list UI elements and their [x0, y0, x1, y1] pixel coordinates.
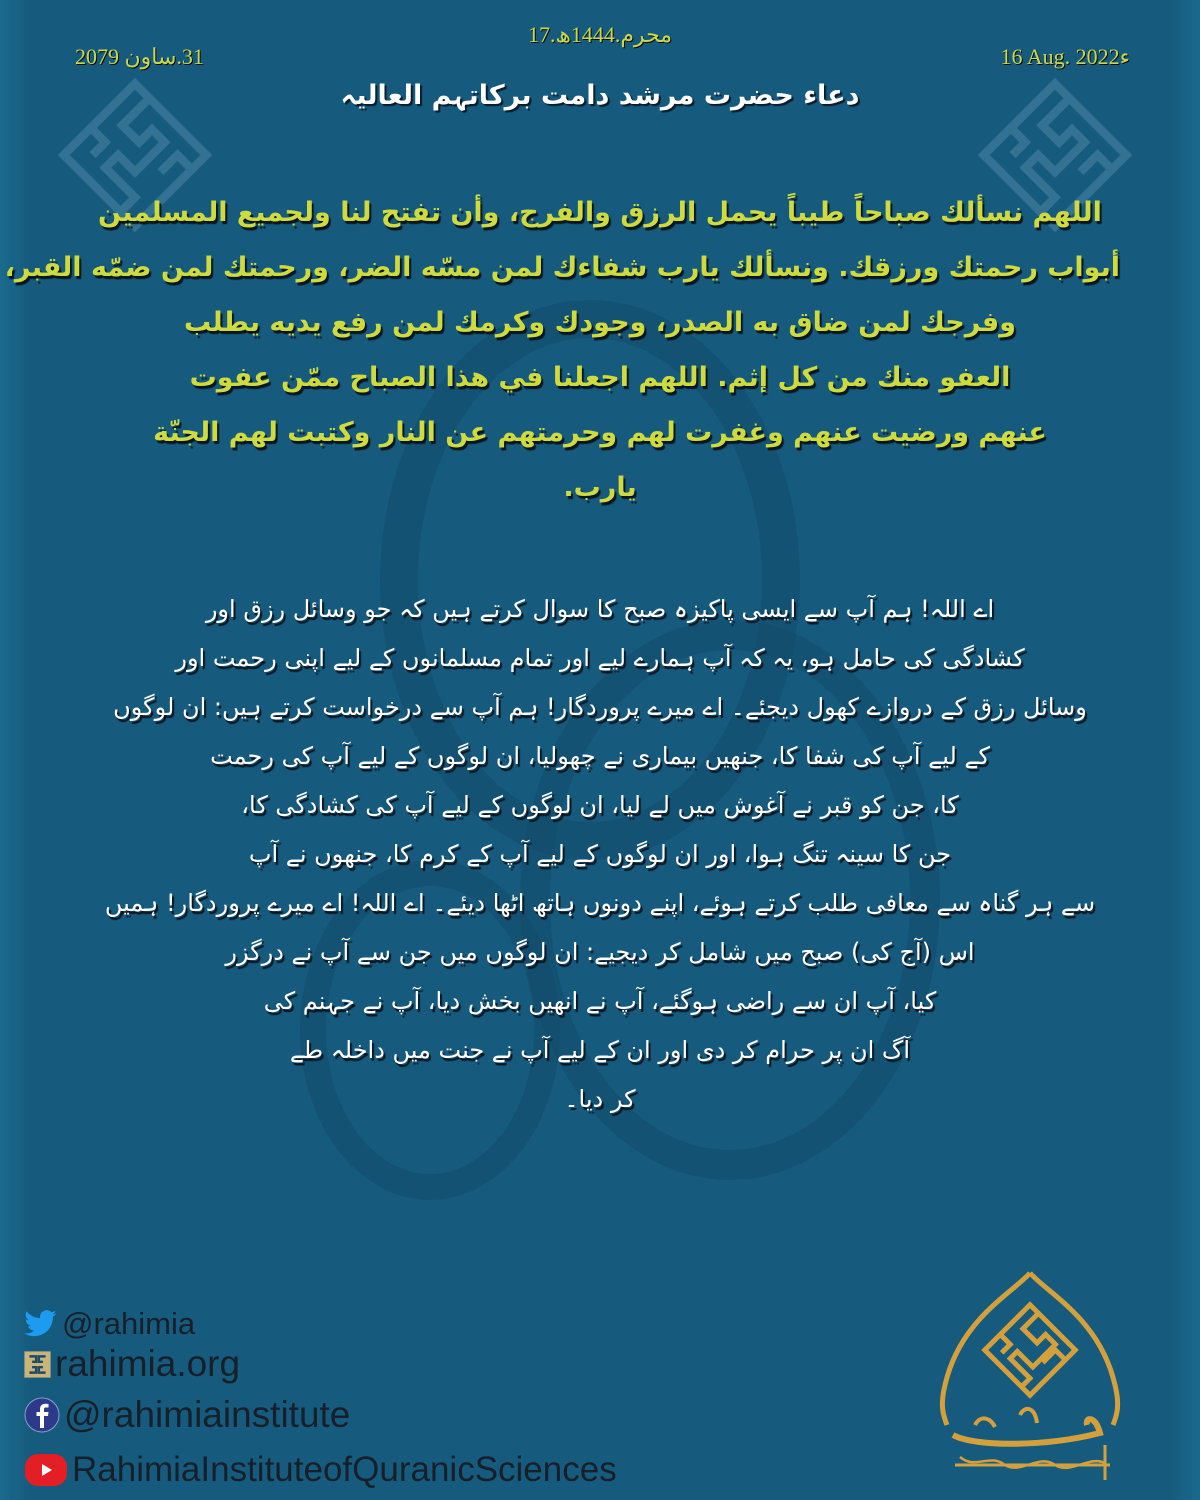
website-url: rahimia.org [55, 1343, 241, 1384]
urdu-line: وسائل رزق کے دروازے کھول دیجئے۔ اے میرے پروردگار! ہم آپ سے درخواست کرتے ہیں: ان لوگوں [113, 693, 1087, 721]
arabic-line: يارب. [563, 472, 637, 503]
arabic-line: وفرجك لمن ضاق به الصدر، وجودك وكرمك لمن رفع يديه يطلب [183, 307, 1017, 338]
arabic-line: أبواب رحمتك ورزقك. ونسألك يارب شفاءك لمن مسّه الضر، ورحمتك لمن ضمّه القبر، [4, 252, 1120, 283]
arabic-line: عنهم ورضيت عنهم وغفرت لهم وحرمتهم عن النار وكتبت لهم الجنّة [153, 417, 1047, 448]
urdu-line: اس (آج کی) صبح میں شامل کر دیجیے: ان لوگوں میں جن سے آپ نے درگزر [225, 938, 975, 966]
twitter-link[interactable] [24, 1306, 195, 1342]
rahimia-logo [915, 1265, 1145, 1490]
bikrami-date: 31.ساون 2079 [75, 44, 204, 69]
urdu-line: سے ہر گناہ سے معافی طلب کرتے ہوئے، اپنے دونوں ہاتھ اٹھا دیئے۔ اے اللہ! اے میرے پروردگار! ہمیں [104, 889, 1096, 917]
website-link[interactable] [24, 1343, 240, 1385]
youtube-channel: RahimiaInstituteofQuranicSciences [72, 1450, 617, 1489]
urdu-line: کا، جن کو قبر نے آغوش میں لے لیا، ان لوگوں کے لیے آپ کی کشادگی کا، [241, 791, 959, 819]
youtube-play-icon [24, 1453, 68, 1487]
urdu-line: کے لیے آپ کی شفا کا، جنھیں بیماری نے چھولیا، ان لوگوں کے لیے آپ کی رحمت [210, 742, 990, 770]
facebook-icon [24, 1397, 60, 1433]
arabic-line: العفو منك من كل إثم. اللهم اجعلنا في هذا الصباح ممّن عفوت [189, 362, 1011, 393]
gregorian-date: 16 Aug. 2022ء [1000, 44, 1130, 69]
facebook-handle: @rahimiainstitute [64, 1394, 351, 1435]
urdu-line: کر دیا۔ [564, 1085, 636, 1113]
arabic-prayer [4, 185, 1120, 515]
rahimia-knot-icon [24, 1351, 51, 1378]
twitter-handle: @rahimia [62, 1306, 196, 1341]
urdu-line: جن کا سینہ تنگ ہوا، اور ان لوگوں کے لیے آپ کے کرم کا، جنھوں نے آپ [248, 840, 952, 868]
hijri-date: 17.محرم.1444ھ [527, 22, 673, 47]
facebook-link[interactable] [24, 1394, 350, 1436]
urdu-translation [80, 585, 1120, 1124]
urdu-line: آگ ان پر حرام کر دی اور ان کے لیے آپ نے جنت میں داخلہ طے [289, 1036, 911, 1064]
urdu-line: کشادگی کی حامل ہو، یہ کہ آپ ہمارے لیے اور تمام مسلمانوں کے لیے اپنی رحمت اور [175, 644, 1025, 672]
urdu-line: اے اللہ! ہم آپ سے ایسی پاکیزہ صبح کا سوال کرتے ہیں کہ جو وسائل رزق اور [205, 595, 995, 623]
page-title: دعاء حضرت مرشد دامت برکاتہم العالیہ [340, 80, 860, 111]
arabic-line: اللهم نسألك صباحاً طيباً يحمل الرزق والفرج، وأن تفتح لنا ولجميع المسلمين [98, 197, 1102, 228]
twitter-bird-icon [24, 1310, 58, 1338]
youtube-link[interactable] [24, 1450, 617, 1490]
urdu-line: کیا، آپ ان سے راضی ہوگئے، آپ نے انھیں بخش دیا، آپ نے جہنم کی [263, 987, 937, 1015]
